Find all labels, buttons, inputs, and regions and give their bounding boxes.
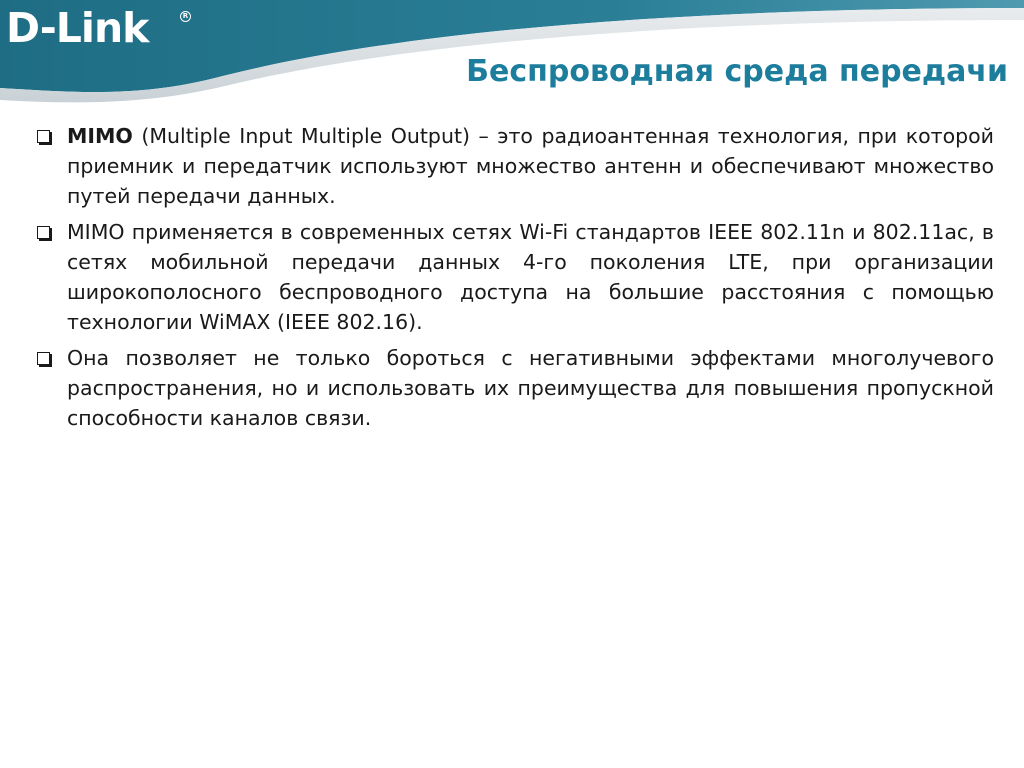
bullet-item-mimo-benefits: [36, 343, 994, 433]
bullet-list: [36, 121, 994, 439]
bullet-text: (Multiple Input Multiple Output) – это радиоантенная технология, при которой приемник и передатчик используют множество антенн и обеспечивают множество путей передачи данных.: [67, 124, 994, 208]
d-link-logo: D-Link: [6, 4, 149, 52]
bullet-item-mimo-definition: [36, 121, 994, 211]
bullet-item-mimo-usage: [36, 217, 994, 337]
bullet-term: MIMO: [67, 124, 133, 148]
checkbox-bullet-icon: [37, 352, 50, 365]
checkbox-bullet-icon: [37, 130, 50, 143]
slide-title: Беспроводная среда передачи: [466, 54, 1008, 89]
bullet-text: MIMO применяется в современных сетях Wi-Fi стандартов IEEE 802.11n и 802.11ac, в сетях мобильной передачи данных 4-го поколения LTE, при организации широкополосного беспроводного доступа на большие расстояния с помощью технологии WiMAX (IEEE 802.16).: [67, 220, 994, 334]
checkbox-bullet-icon: [37, 226, 50, 239]
registered-trademark-icon: R: [180, 11, 191, 22]
bullet-text: Она позволяет не только бороться с негативными эффектами многолучевого распространения, но и использовать их преимущества для повышения пропускной способности каналов связи.: [67, 346, 994, 430]
